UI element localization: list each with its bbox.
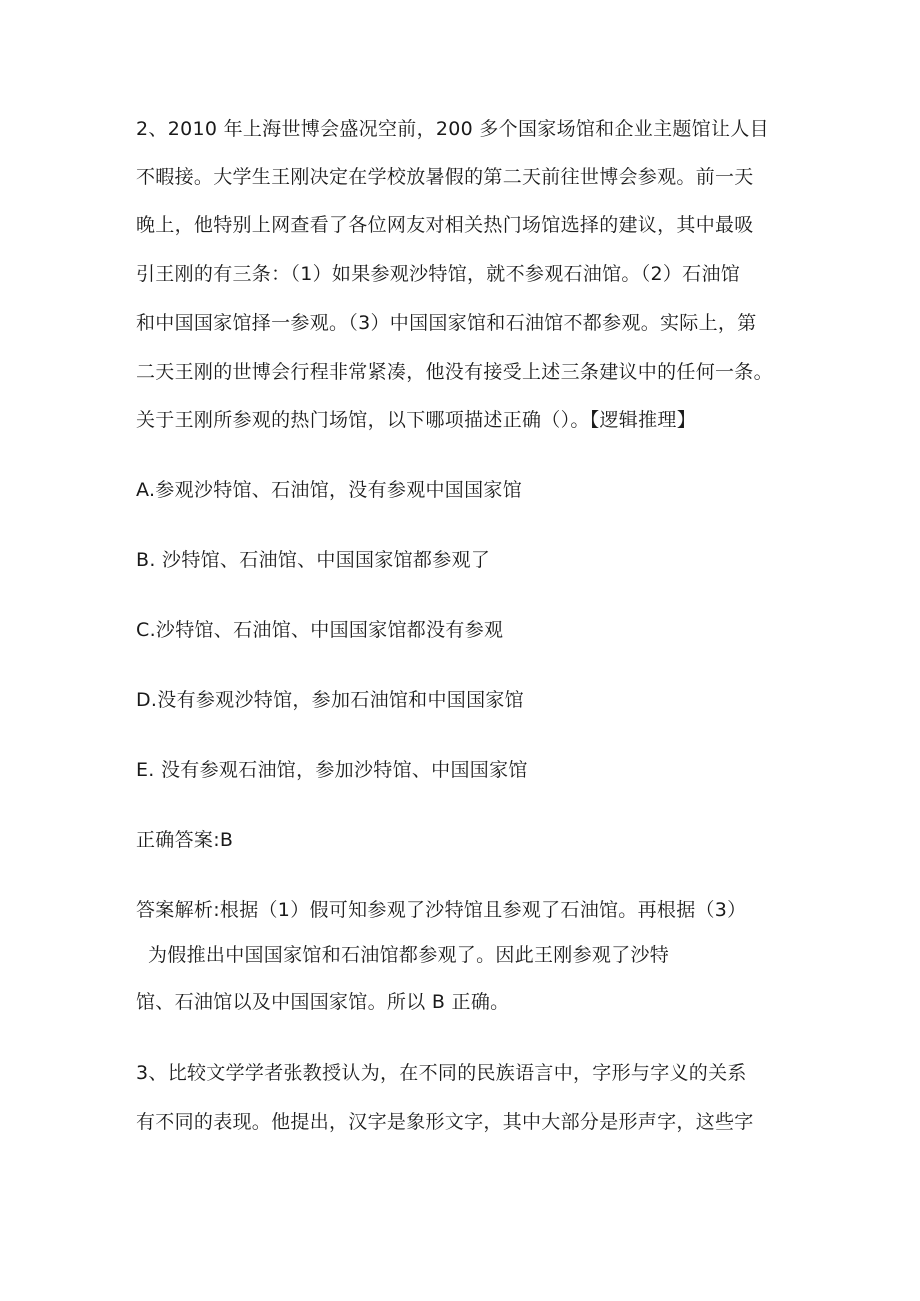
analysis-line-3: 馆、石油馆以及中国国家馆。所以 B 正确。 (136, 991, 510, 1013)
option-d: D.没有参观沙特馆，参加石油馆和中国国家馆 (136, 689, 524, 711)
question-2-line-4: 引王刚的有三条：（1）如果参观沙特馆，就不参观石油馆。（2）石油馆 (136, 263, 741, 285)
analysis-line-2: 为假推出中国国家馆和石油馆都参观了。因此王刚参观了沙特 (148, 944, 670, 966)
question-3-line-1: 3、比较文学学者张教授认为，在不同的民族语言中，字形与字义的关系 (136, 1062, 747, 1084)
option-c: C.沙特馆、石油馆、中国国家馆都没有参观 (136, 619, 504, 641)
option-e: E. 没有参观石油馆，参加沙特馆、中国国家馆 (136, 759, 528, 781)
option-a: A.参观沙特馆、石油馆，没有参观中国国家馆 (136, 479, 523, 501)
question-3-line-2: 有不同的表现。他提出，汉字是象形文字，其中大部分是形声字，这些字 (136, 1111, 754, 1133)
question-2-line-6: 二天王刚的世博会行程非常紧凑，他没有接受上述三条建议中的任何一条。 (136, 361, 773, 383)
question-2-line-1: 2、2010 年上海世博会盛况空前，200 多个国家场馆和企业主题馆让人目 (136, 118, 769, 140)
question-2-line-2: 不暇接。大学生王刚决定在学校放暑假的第二天前往世博会参观。前一天 (136, 166, 754, 188)
question-2-line-3: 晚上，他特别上网查看了各位网友对相关热门场馆选择的建议，其中最吸 (136, 214, 754, 236)
option-b: B. 沙特馆、石油馆、中国国家馆都参观了 (136, 549, 491, 571)
correct-answer: 正确答案:B (136, 829, 234, 851)
question-2-line-5: 和中国国家馆择一参观。（3）中国国家馆和石油馆不都参观。实际上，第 (136, 312, 757, 334)
analysis-line-1: 答案解析:根据（1）假可知参观了沙特馆且参观了石油馆。再根据（3） (136, 899, 747, 921)
question-2-line-7: 关于王刚所参观的热门场馆，以下哪项描述正确（）。【逻辑推理】 (136, 409, 697, 431)
